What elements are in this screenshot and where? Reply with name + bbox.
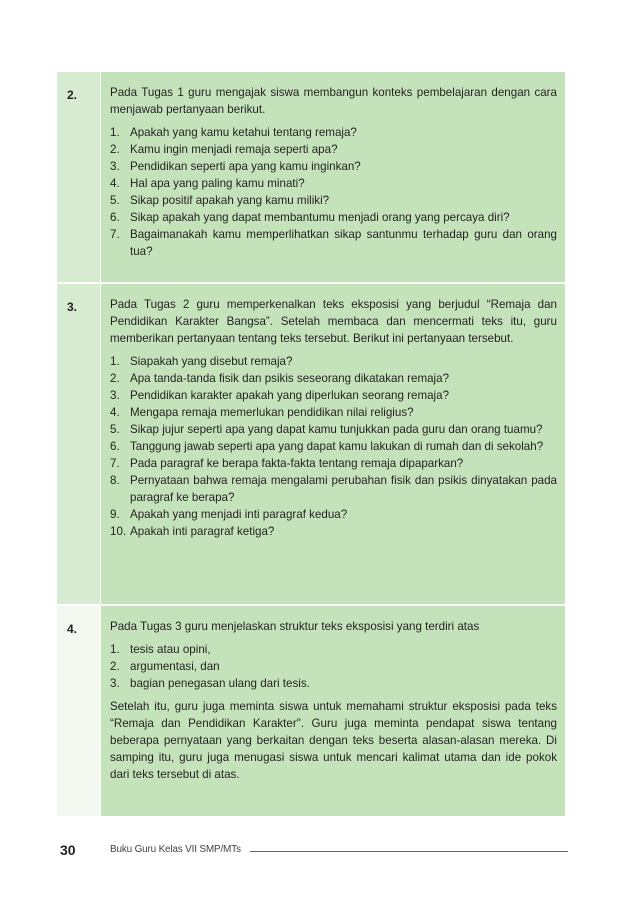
list-item-number: 1. bbox=[110, 355, 120, 368]
list-item bbox=[110, 523, 557, 540]
table-row bbox=[57, 72, 565, 284]
list-item-text: Bagaimanakah kamu memperlihatkan sikap santunmu terhadap guru dan orang tua? bbox=[130, 228, 557, 258]
list-item-text: Pada paragraf ke berapa fakta-fakta tentang remaja dipaparkan? bbox=[130, 457, 464, 470]
list-item-number: 5. bbox=[110, 423, 120, 436]
list-item-text: Tanggung jawab seperti apa yang dapat kamu lakukan di rumah dan di sekolah? bbox=[130, 440, 544, 453]
table-row bbox=[57, 606, 565, 818]
footer-divider bbox=[250, 851, 568, 852]
list-item-number: 7. bbox=[110, 228, 120, 241]
list-item-number: 6. bbox=[110, 211, 120, 224]
list-item bbox=[110, 658, 557, 675]
list-item-text: Pendidikan seperti apa yang kamu inginkan? bbox=[130, 160, 361, 173]
list-item-number: 4. bbox=[110, 406, 120, 419]
list-item-number: 3. bbox=[110, 160, 120, 173]
task-table bbox=[57, 72, 565, 818]
list-item bbox=[110, 506, 557, 523]
list-item-text: Apakah yang menjadi inti paragraf kedua? bbox=[130, 508, 348, 521]
list-item-number: 2. bbox=[110, 660, 120, 673]
page-footer bbox=[60, 842, 568, 862]
book-title: Buku Guru Kelas VII SMP/MTs bbox=[110, 844, 241, 855]
list-item-text: Apakah inti paragraf ketiga? bbox=[130, 525, 275, 538]
list-item-number: 3. bbox=[110, 677, 120, 690]
list-item bbox=[110, 124, 557, 141]
list-item bbox=[110, 387, 557, 404]
list-item-text: bagian penegasan ulang dari tesis. bbox=[130, 677, 310, 690]
list-item-text: argumentasi, dan bbox=[130, 660, 220, 673]
list-item-number: 2. bbox=[110, 143, 120, 156]
list-item bbox=[110, 353, 557, 370]
list-item-text: Apakah yang kamu ketahui tentang remaja? bbox=[130, 126, 357, 139]
list-item bbox=[110, 192, 557, 209]
list-item-number: 5. bbox=[110, 194, 120, 207]
row-number: 3. bbox=[57, 284, 100, 604]
list-item-number: 10. bbox=[110, 525, 127, 538]
list-item bbox=[110, 438, 557, 455]
row-number: 2. bbox=[57, 72, 100, 282]
list-item bbox=[110, 209, 557, 226]
list-item-number: 6. bbox=[110, 440, 120, 453]
row-intro: Pada Tugas 1 guru mengajak siswa membangun konteks pembelajaran dengan cara menjawab pertanyaan berikut. bbox=[110, 86, 557, 116]
list-item bbox=[110, 158, 557, 175]
row-number: 4. bbox=[57, 606, 100, 816]
list-item-number: 3. bbox=[110, 389, 120, 402]
list-item bbox=[110, 675, 557, 692]
list-item-text: tesis atau opini, bbox=[130, 643, 211, 656]
list-item-number: 1. bbox=[110, 126, 120, 139]
list-item-number: 4. bbox=[110, 177, 120, 190]
list-item-text: Hal apa yang paling kamu minati? bbox=[130, 177, 305, 190]
list-item-text: Mengapa remaja memerlukan pendidikan nilai religius? bbox=[130, 406, 414, 419]
list-item bbox=[110, 421, 557, 438]
row-intro: Pada Tugas 2 guru memperkenalkan teks eksposisi yang berjudul “Remaja dan Pendidikan Karakter Bangsa”. Setelah membaca dan mencermati teks itu, guru memberikan pertanyaan tentang teks tersebut. Berikut ini pertanyaan tersebut. bbox=[110, 298, 557, 345]
list-item-number: 2. bbox=[110, 372, 120, 385]
list-item bbox=[110, 141, 557, 158]
list-item bbox=[110, 226, 557, 260]
list-item-text: Sikap positif apakah yang kamu miliki? bbox=[130, 194, 330, 207]
question-list bbox=[110, 124, 557, 260]
list-item-number: 1. bbox=[110, 643, 120, 656]
list-item bbox=[110, 472, 557, 506]
list-item-text: Kamu ingin menjadi remaja seperti apa? bbox=[130, 143, 338, 156]
row-content bbox=[100, 606, 565, 816]
row-content bbox=[100, 72, 565, 282]
structure-list bbox=[110, 641, 557, 692]
list-item bbox=[110, 370, 557, 387]
table-row bbox=[57, 284, 565, 606]
list-item-text: Apa tanda-tanda fisik dan psikis seseorang dikatakan remaja? bbox=[130, 372, 450, 385]
list-item-text: Pendidikan karakter apakah yang diperlukan seorang remaja? bbox=[130, 389, 450, 402]
row-outro: Setelah itu, guru juga meminta siswa untuk memahami struktur eksposisi pada teks “Remaja dan Pendidikan Karakter". Guru juga meminta pendapat siswa tentang beberapa pernyataan yang berkaitan dengan teks beserta alasan-alasan mereka. Di samping itu, guru juga menugasi siswa untuk mencari kalimat utama dan ide pokok dari teks tersebut di atas. bbox=[110, 700, 557, 781]
row-content bbox=[100, 284, 565, 604]
row-intro: Pada Tugas 3 guru menjelaskan struktur teks eksposisi yang terdiri atas bbox=[110, 620, 480, 633]
question-list bbox=[110, 353, 557, 540]
list-item-text: Pernyataan bahwa remaja mengalami perubahan fisik dan psikis dinyatakan pada paragraf ke berapa? bbox=[130, 474, 557, 504]
list-item-text: Siapakah yang disebut remaja? bbox=[130, 355, 293, 368]
list-item-number: 8. bbox=[110, 474, 120, 487]
list-item-number: 9. bbox=[110, 508, 120, 521]
page-number: 30 bbox=[60, 842, 76, 858]
list-item bbox=[110, 641, 557, 658]
list-item bbox=[110, 404, 557, 421]
list-item-text: Sikap apakah yang dapat membantumu menjadi orang yang percaya diri? bbox=[130, 211, 510, 224]
list-item-text: Sikap jujur seperti apa yang dapat kamu tunjukkan pada guru dan orang tuamu? bbox=[130, 423, 543, 436]
list-item bbox=[110, 455, 557, 472]
list-item bbox=[110, 175, 557, 192]
list-item-number: 7. bbox=[110, 457, 120, 470]
